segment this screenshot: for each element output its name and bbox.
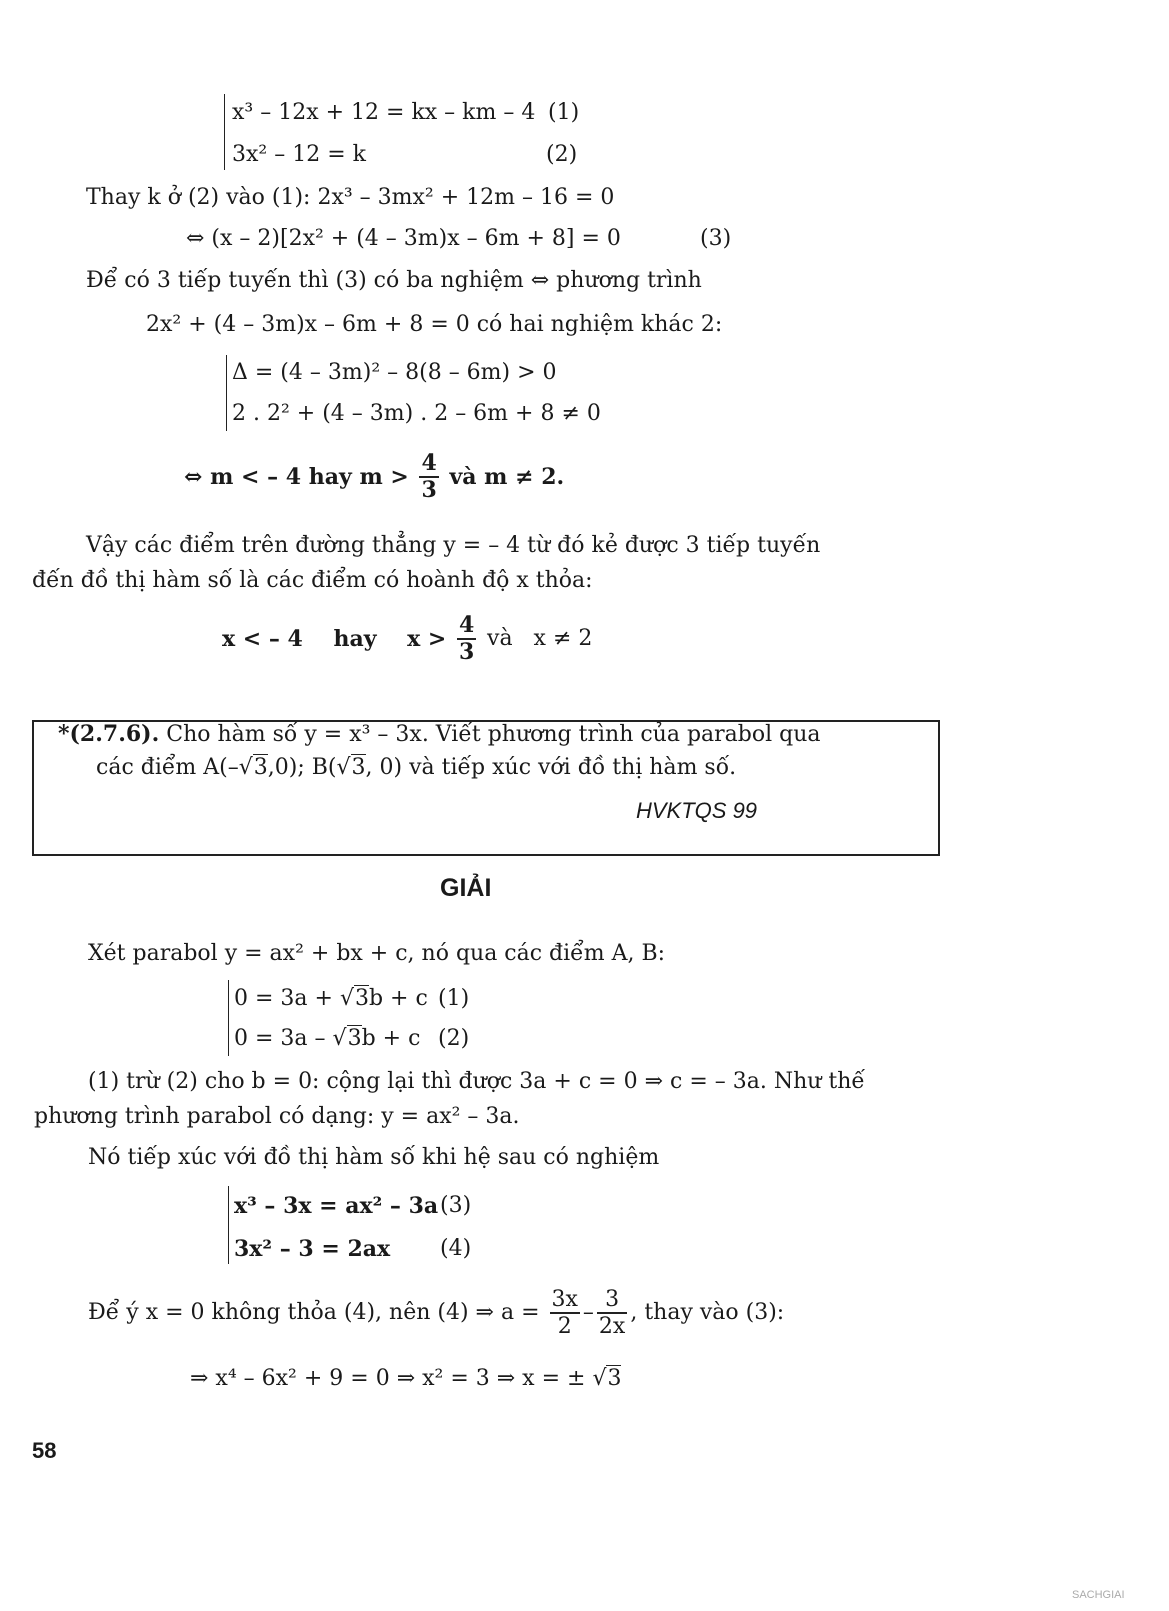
equation-tag [546, 144, 577, 166]
equation-line [234, 988, 428, 1010]
equation-tag: (4) [440, 1236, 472, 1261]
text-line: Để có 3 tiếp tuyến thì (3) có ba nghiệm ⇔ phương trình [86, 268, 702, 293]
solution-line: phương trình parabol có dạng: y = ax² – 3a. [34, 1104, 520, 1129]
problem-source: HVKTQS 99 [636, 798, 758, 823]
condition-line [222, 614, 592, 664]
paragraph-line: đến đồ thị hàm số là các điểm có hoành độ x thỏa: [32, 568, 593, 593]
radicand: 3 [253, 755, 268, 780]
equation-line: Δ = (4 – 3m)² – 8(8 – 6m) > 0 [232, 360, 557, 385]
equation-text: x³ – 12x + 12 = kx – km – 4 [232, 100, 536, 125]
problem-text: Cho hàm số y = x³ – 3x. Viết phương trình của parabol qua [166, 722, 821, 747]
equation-tag-text: (1) [548, 100, 580, 125]
solution-line [190, 1368, 621, 1390]
fraction [457, 614, 476, 664]
system-brace-2 [226, 355, 227, 431]
fraction [550, 1288, 580, 1338]
equation-text: b + c [361, 1026, 421, 1051]
solution-line: (1) trừ (2) cho b = 0: cộng lại thì được 3a + c = 0 ⇒ c = – 3a. Như thế [88, 1069, 865, 1094]
equation-line: x³ – 3x = ax² – 3a [234, 1193, 439, 1219]
radicand: 3 [347, 1026, 362, 1051]
fraction [419, 452, 438, 502]
radicand: 3 [354, 986, 369, 1011]
fraction [597, 1288, 627, 1338]
equation-line: 3x² – 3 = 2ax [234, 1236, 391, 1262]
solution-line [88, 1288, 784, 1338]
condition-text: ⇔ m < – 4 hay m > [184, 464, 409, 491]
solution-text: , thay vào (3): [630, 1300, 785, 1326]
sqrt-icon: √ [336, 755, 351, 780]
solution-line: Nó tiếp xúc với đồ thị hàm số khi hệ sau có nghiệm [88, 1145, 660, 1170]
fraction-denominator: 2 [557, 1314, 572, 1340]
equation-line [232, 144, 366, 166]
fraction-numerator: 3x [550, 1288, 580, 1314]
solution-text: Để ý x = 0 không thỏa (4), nên (4) ⇒ a = [88, 1300, 540, 1326]
radicand: 3 [607, 1366, 622, 1391]
equation-text: 0 = 3a + [234, 986, 340, 1011]
text-line: ⇔ (x – 2)[2x² + (4 – 3m)x – 6m + 8] = 0 [186, 226, 621, 251]
equation-text: 3x² – 12 = k [232, 142, 366, 167]
system-brace-1 [224, 94, 225, 170]
equation-tag: (1) [438, 986, 470, 1011]
equation-line [234, 1028, 420, 1050]
equation-tag-text: (2) [546, 142, 578, 167]
fraction-numerator: 3 [597, 1288, 627, 1314]
equation-text: 0 = 3a – [234, 1026, 333, 1051]
equation-line: 2 . 2² + (4 – 3m) . 2 – 6m + 8 ≠ 0 [232, 401, 601, 426]
page-number: 58 [32, 1438, 57, 1463]
condition-line [184, 452, 564, 502]
solution-line: Xét parabol y = ax² + bx + c, nó qua các điểm A, B: [88, 941, 666, 966]
sqrt-icon: √ [238, 755, 253, 780]
condition-text: và m ≠ 2. [449, 464, 565, 491]
text-line: 2x² + (4 – 3m)x – 6m + 8 = 0 có hai nghiệm khác 2: [146, 312, 723, 337]
solution-text: ⇒ x⁴ – 6x² + 9 = 0 ⇒ x² = 3 ⇒ x = ± [190, 1366, 586, 1391]
equation-tag: (3) [700, 226, 732, 251]
problem-text: ,0); B( [267, 755, 337, 780]
sqrt-icon: √ [585, 1366, 607, 1391]
fraction-denominator: 3 [421, 477, 437, 504]
minus-sign: – [582, 1300, 594, 1326]
sqrt-icon: √ [332, 1026, 347, 1051]
text-line: Thay k ở (2) vào (1): 2x³ – 3mx² + 12m – 16 = 0 [86, 185, 615, 210]
problem-id: *(2.7.6). [58, 721, 160, 747]
paragraph-line: Vậy các điểm trên đường thẳng y = – 4 từ đó kẻ được 3 tiếp tuyến [86, 533, 821, 558]
fraction-denominator: 3 [459, 639, 475, 666]
fraction-numerator: 4 [419, 452, 438, 478]
fraction-numerator: 4 [457, 614, 476, 640]
equation-line [232, 102, 535, 124]
sqrt-icon: √ [339, 986, 354, 1011]
radicand: 3 [351, 755, 366, 780]
equation-tag: (2) [438, 1026, 470, 1051]
system-brace-3 [228, 980, 229, 1056]
equation-tag [548, 102, 579, 124]
condition-text: x < – 4 hay x > [222, 626, 447, 653]
problem-line-2 [96, 757, 736, 779]
problem-text: các điểm A(– [96, 755, 239, 780]
fraction-denominator: 2x [598, 1314, 626, 1340]
problem-line-1 [58, 723, 821, 746]
watermark: SACHGIAI [1072, 1589, 1125, 1601]
section-heading: GIẢI [440, 874, 492, 902]
equation-text: b + c [368, 986, 428, 1011]
system-brace-4 [228, 1186, 229, 1264]
condition-text: và x ≠ 2 [487, 626, 593, 652]
equation-tag: (3) [440, 1193, 472, 1218]
problem-text: , 0) và tiếp xúc với đồ thị hàm số. [365, 755, 737, 780]
